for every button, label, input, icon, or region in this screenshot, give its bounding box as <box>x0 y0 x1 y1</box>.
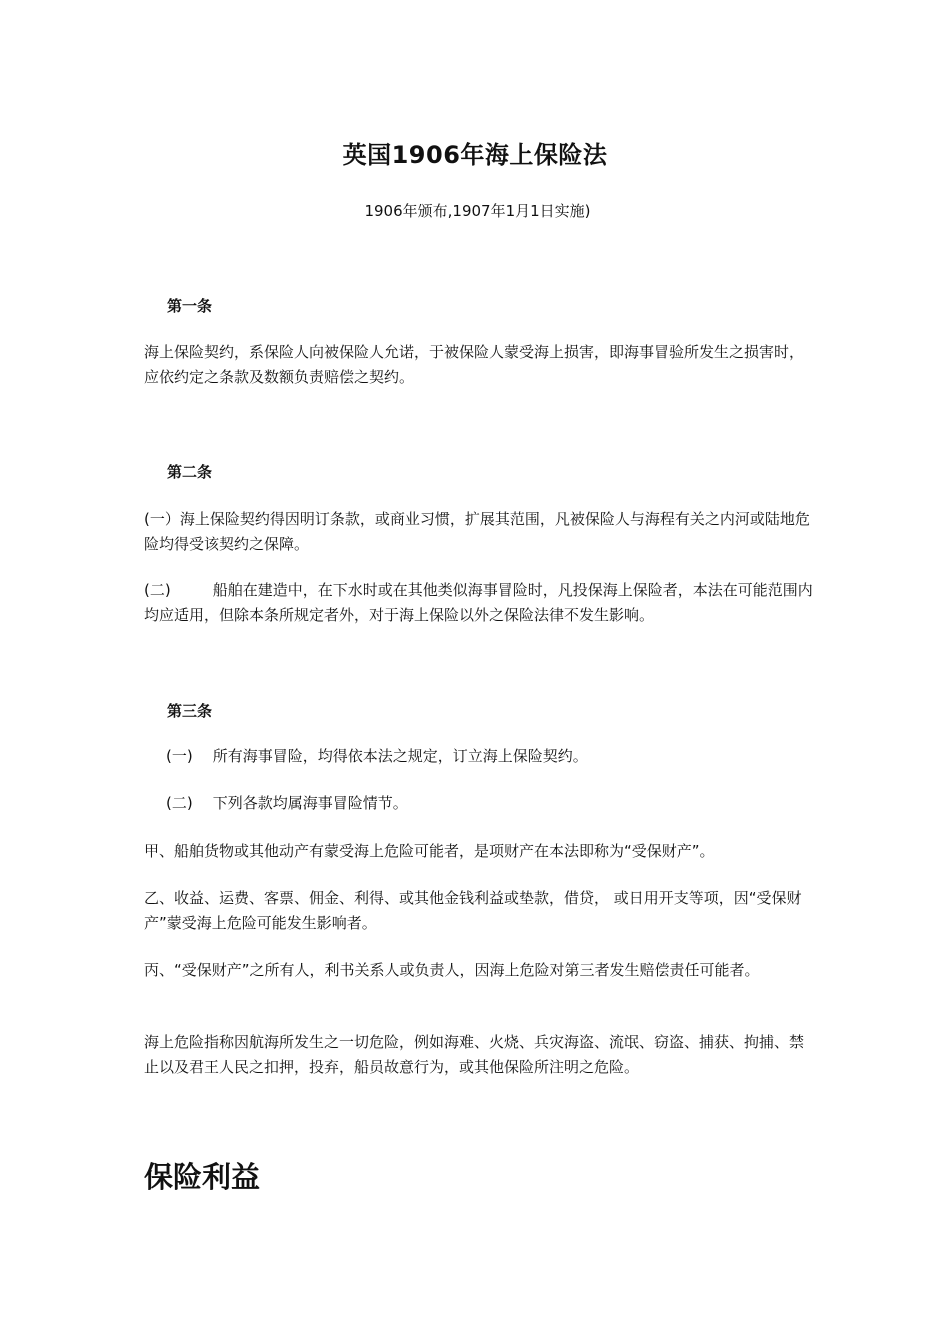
article-3-heading: 第三条 <box>167 702 213 720</box>
document-subtitle: 1906年颁布,1907年1月1日实施) <box>364 202 591 220</box>
document-title: 英国1906年海上保险法 <box>342 141 608 169</box>
article-2-item-1: (一）海上保险契约得因明订条款，或商业习惯，扩展其范围，凡被保险人与海程有关之内河或陆地危险均得受该契约之保障。 <box>144 510 810 553</box>
article-2-item-2 <box>144 578 814 628</box>
article-3-clause-yi: 乙、收益、运费、客票、佣金、利得、或其他金钱利益或垫款，借贷， 或日用开支等项，因“受保财产”蒙受海上危险可能发生影响者。 <box>144 889 802 932</box>
article-1-text: 海上保险契约，系保险人向被保险人允诺，于被保险人蒙受海上损害，即海事冒验所发生之损害时，应依约定之条款及数额负责赔偿之契约。 <box>144 343 805 386</box>
article-3-item-1-marker: (一) <box>166 747 193 765</box>
article-2-item-2-marker: (二) <box>144 581 171 599</box>
article-3-item-2-marker: (二) <box>166 794 193 812</box>
article-2-item-2-text: 船舶在建造中，在下水时或在其他类似海事冒险时，凡投保海上保险者，本法在可能范围内均应适用，但除本条所规定者外，对于海上保险以外之保险法律不发生影响。 <box>144 581 813 624</box>
article-3-item-1 <box>166 744 588 769</box>
article-3-definition: 海上危险指称因航海所发生之一切危险，例如海难、火烧、兵灾海盗、流氓、窃盗、捕获、拘捕、禁止以及君王人民之扣押，投弃，船员故意行为，或其他保险所注明之危险。 <box>144 1033 805 1076</box>
article-2-heading: 第二条 <box>167 463 213 481</box>
article-1-heading: 第一条 <box>167 297 213 315</box>
article-3-item-2 <box>166 791 408 816</box>
section-heading: 保险利益 <box>144 1160 261 1194</box>
article-3-clause-bing: 丙、“受保财产”之所有人，利书关系人或负责人，因海上危险对第三者发生赔偿责任可能者。 <box>144 961 760 979</box>
article-3-item-2-text: 下列各款均属海事冒险情节。 <box>212 794 408 812</box>
article-3-item-1-text: 所有海事冒险，均得依本法之规定，订立海上保险契约。 <box>212 747 588 765</box>
article-3-clause-jia: 甲、船舶货物或其他动产有蒙受海上危险可能者，是项财产在本法即称为“受保财产”。 <box>144 842 715 860</box>
